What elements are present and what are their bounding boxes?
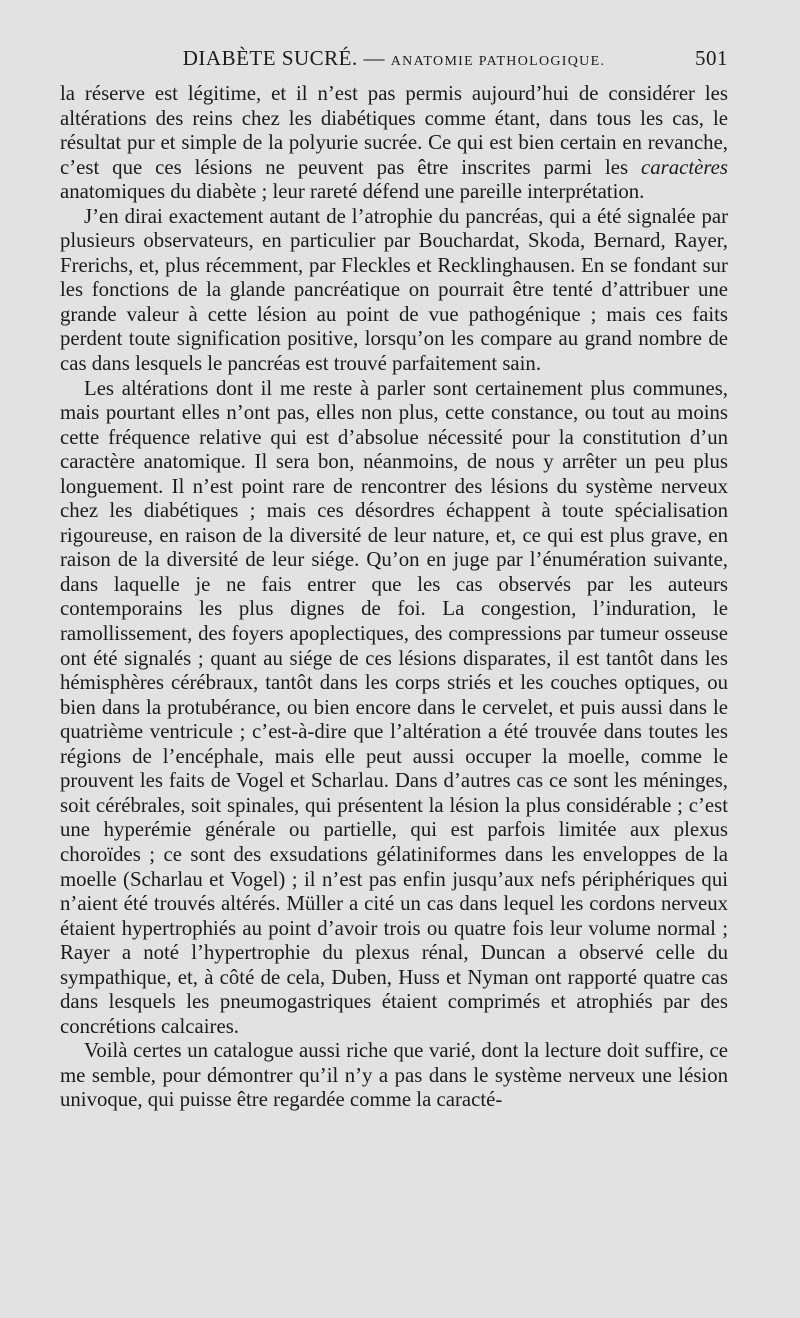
paragraph-1-text: la réserve est légitime, et il n’est pas permis aujourd’hui de considérer les altérations des reins chez les diabétiques comme étant, dans tous les cas, le résultat pur et simple de la polyurie sucrée. Ce qui est bien certain en revanche, c’est que ces lésions ne peuvent pas être inscrites parmi les — [60, 82, 728, 179]
paragraph-4: Voilà certes un catalogue aussi riche que varié, dont la lecture doit suffire, ce me semble, pour démontrer qu’il n’y a pas dans le système nerveux une lésion univoque, qui puisse être regardée comme la caracté- — [60, 1039, 728, 1112]
page-number: 501 — [695, 46, 728, 70]
paragraph-2: J’en dirai exactement autant de l’atrophie du pancréas, qui a été signalée par plusieurs observateurs, en particulier par Bouchardat, Skoda, Bernard, Rayer, Frerichs, et, plus récemment, par Fleckles et Recklinghausen. En se fondant sur les fonctions de la glande pancréatique on pourrait être tenté d’attribuer une grande valeur à cette lésion au point de vue pathogénique ; mais ces faits perdent toute signification positive, lorsqu’on les compare au grand nombre de cas dans lesquels le pancréas est trouvé parfaitement sain. — [60, 204, 728, 376]
running-head-title: DIABÈTE SUCRÉ. — [182, 46, 358, 70]
running-head — [60, 40, 728, 76]
running-head-subtitle: ANATOMIE PATHOLOGIQUE. — [390, 54, 606, 69]
body-text — [60, 82, 728, 1113]
emphasized-word: caractères — [640, 155, 728, 179]
paragraph-3: Les altérations dont il me reste à parler sont certainement plus communes, mais pourtant elles n’ont pas, elles non plus, cette constance, ou tout au moins cette fréquence relative qui est d’absolue nécessité pour la constitution d’un caractère anatomique. Il sera bon, néanmoins, de nous y arrêter un peu plus longuement. Il n’est point rare de rencontrer des lésions du système nerveux chez les diabétiques ; mais ces désordres échappent à toute spécialisation rigoureuse, en raison de la diversité de leur nature, et, ce qui est plus grave, en raison de la diversité de leur siége. Qu’on en juge par l’énumération suivante, dans laquelle je ne fais entrer que les cas observés par les auteurs contemporains les plus dignes de foi. La congestion, l’induration, le ramollissement, des foyers apoplectiques, des compressions par tumeur osseuse ont été signalés ; quant au siége de ces lésions disparates, il est tantôt dans les hémisphères cérébraux, tantôt dans les corps striés et les couches optiques, ou bien dans la protubérance, ou bien encore dans le cervelet, et puis aussi dans le quatrième ventricule ; c’est-à-dire que l’altération a été trouvée dans toutes les régions de l’encéphale, mais elle peut aussi occuper la moelle, comme le prouvent les faits de Vogel et Scharlau. Dans d’autres cas ce sont les méninges, soit cérébrales, soit spinales, qui présentent la lésion la plus considérable ; c’est une hyperémie générale ou partielle, qui est parfois limitée aux plexus choroïdes ; ce sont des exsudations gélatiniformes dans les enveloppes de la moelle (Scharlau et Vogel) ; il n’est pas enfin jusqu’aux nefs périphériques qui n’aient été trouvés altérés. Müller a cité un cas dans lequel les cordons nerveux étaient hypertrophiés au point d’avoir trois ou quatre fois leur volume normal ; Rayer a noté l’hypertrophie du plexus rénal, Duncan a observé celle du sympathique, et, à côté de cela, Duben, Huss et Nyman ont rapporté quatre cas dans lesquels les pneumogastriques étaient comprimés et atrophiés par des concrétions calcaires. — [60, 376, 728, 1038]
running-head-separator: — — [357, 46, 391, 70]
paragraph-1-end: anatomiques du diabète ; leur rareté défend une pareille interprétation. — [60, 180, 645, 204]
paragraph-1 — [60, 82, 728, 205]
